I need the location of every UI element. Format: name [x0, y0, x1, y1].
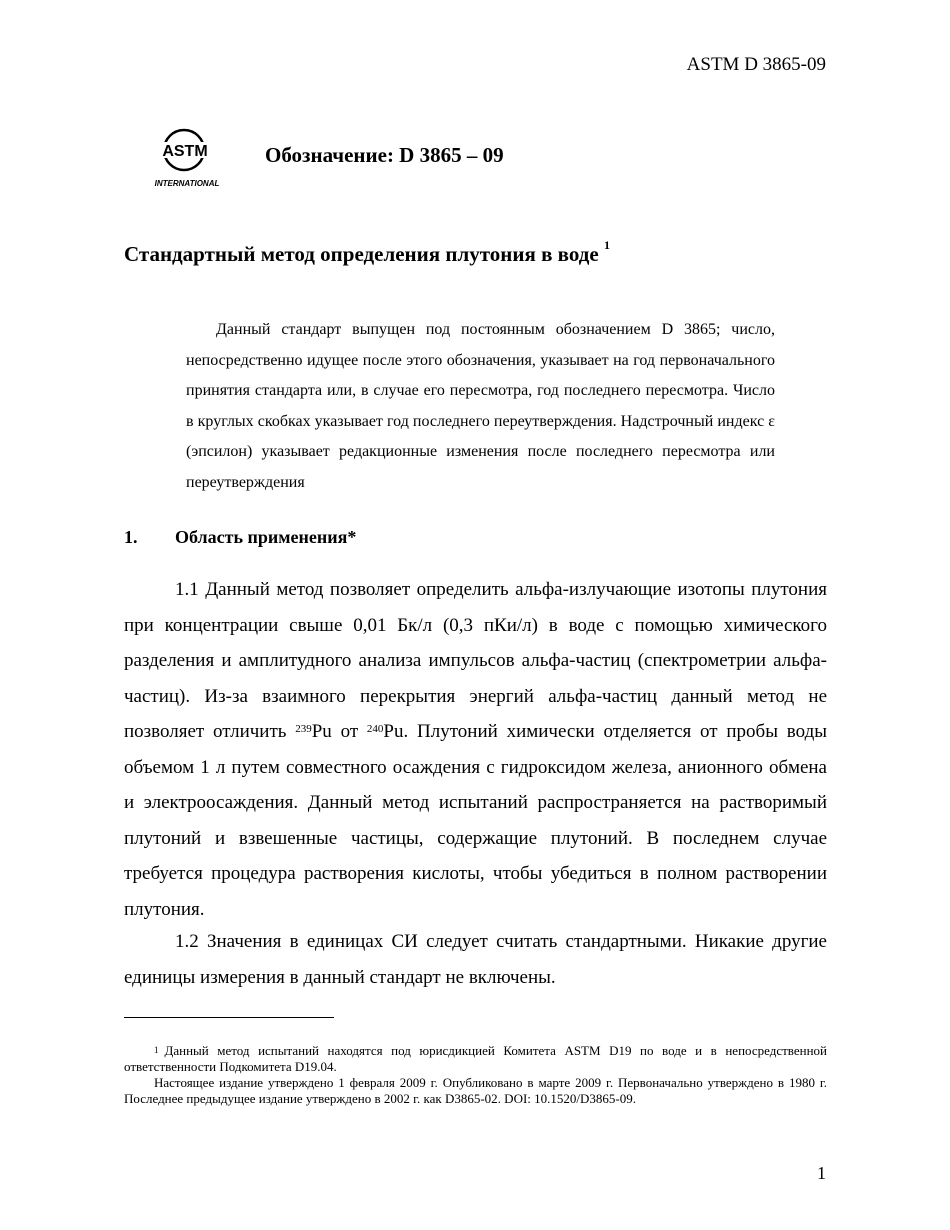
section-title: Область применения*	[175, 527, 357, 547]
standard-notice: Данный стандарт выпущен под постоянным обозначением D 3865; число, непосредственно идущее после этого обозначения, указывает на год первоначального принятия стандарта или, в случае его пересмотра, год последнего пересмотра. Число в круглых скобках указывает год последнего переутверждения. Надстрочный индекс ε (эпсилон) указывает редакционные изменения после последнего пересмотра или переутверждения	[186, 321, 775, 491]
footnote-1-text: Данный метод испытаний находятся под юрисдикцией Комитета ASTM D19 по воде и в непосредственной ответственности Подкомитета D19.04.	[124, 1043, 827, 1074]
p1-text-a: 1.1 Данный метод позволяет определить альфа-излучающие изотопы плутония при концентрации свыше 0,01 Бк/л (0,3 пКи/л) в воде с помощью химического разделения и амплитудного анализа импульсов альфа-частиц (спектрометрии альфа-частиц). Из-за взаимного перекрытия энергий альфа-частиц данный метод не позволяет отличить	[124, 579, 827, 742]
paragraph-1-1	[124, 572, 827, 927]
astm-logo	[148, 126, 226, 190]
logo-text: ASTM	[162, 143, 208, 160]
footnote-1	[124, 1043, 827, 1075]
document-code-header: ASTM D 3865-09	[686, 54, 826, 75]
footnote-2: Настоящее издание утверждено 1 февраля 2009 г. Опубликовано в марте 2009 г. Первоначально утверждено в 1980 г. Последнее предыдущее издание утверждено в 2002 г. как D3865-02. DOI: 10.1520/D3865-09.	[124, 1075, 827, 1106]
page-title	[124, 238, 610, 267]
section-number: 1.	[124, 527, 138, 547]
title-footnote-ref: 1	[603, 238, 610, 252]
paragraph-1-2: 1.2 Значения в единицах СИ следует считать стандартными. Никакие другие единицы измерения в данный стандарт не включены.	[124, 931, 827, 988]
footnote-marker: 1	[154, 1045, 159, 1055]
p1-text-iso: Pu от	[311, 721, 367, 742]
page-number: 1	[817, 1163, 826, 1183]
p1-text-b: Pu. Плутоний химически отделяется от пробы воды объемом 1 л путем совместного осаждения с гидроксидом железа, анионного обмена и электроосаждения. Данный метод испытаний распространяется на растворимый плутоний и взвешенные частицы, содержащие плутоний. В последнем случае требуется процедура растворения кислоты, чтобы убедиться в полном растворении плутония.	[124, 721, 828, 920]
isotope-239-sup: 239	[295, 723, 312, 735]
footnote-divider	[124, 1017, 334, 1018]
footnotes	[124, 1043, 827, 1107]
section-1-heading	[124, 527, 356, 548]
designation-heading: Обозначение: D 3865 – 09	[265, 143, 504, 167]
isotope-240-sup: 240	[366, 723, 384, 735]
title-text: Стандартный метод определения плутония в воде	[124, 242, 599, 266]
logo-subtext: INTERNATIONAL	[154, 179, 220, 188]
